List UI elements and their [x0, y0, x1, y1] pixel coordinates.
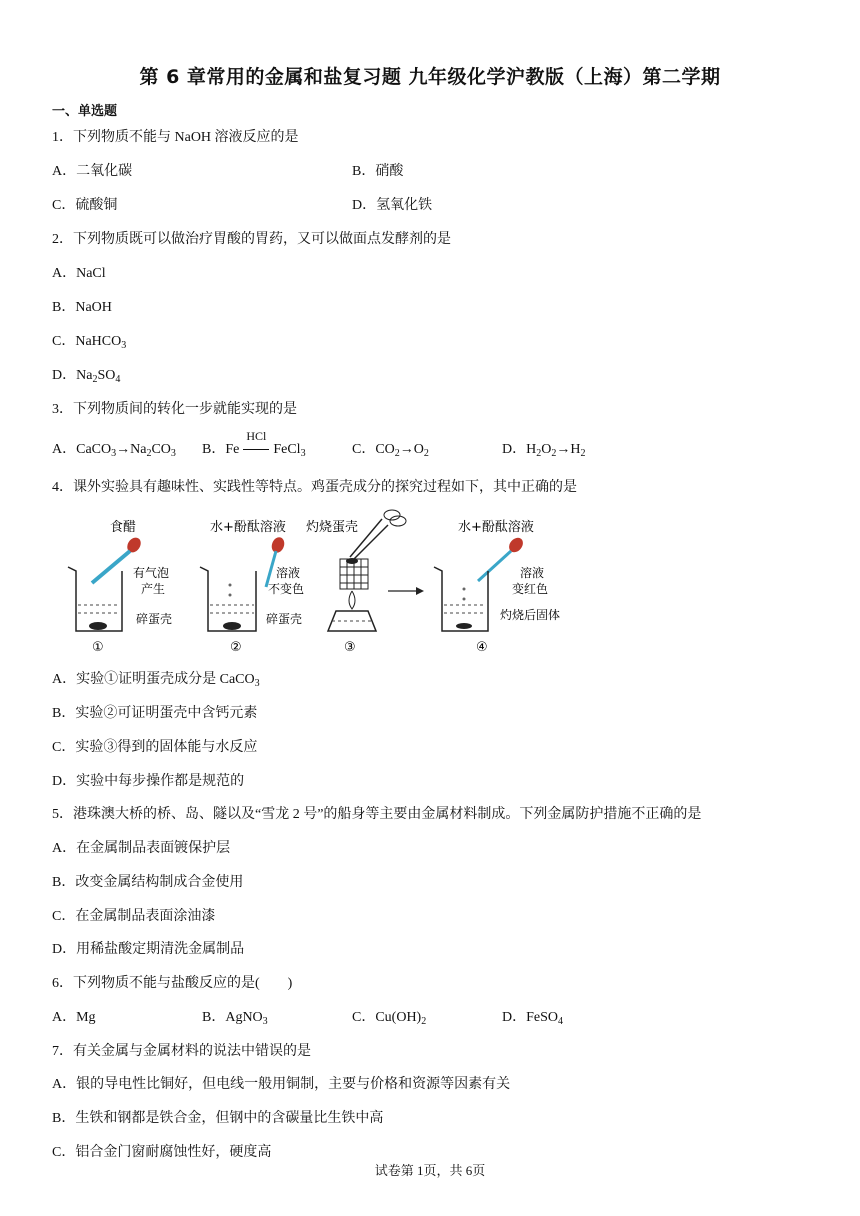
- question-2-option-a: A．NaCl: [52, 266, 106, 281]
- label-num-1: ①: [92, 640, 104, 655]
- tongs-icon: [350, 510, 406, 559]
- label-crushed-shell-2: 碎蛋壳: [266, 612, 303, 626]
- label-burned-solid: 灼烧后固体: [500, 608, 561, 622]
- question-5-option-b: B．改变金属结构制成合金使用: [52, 875, 244, 890]
- page-footer: 试卷第 1页，共 6页: [374, 1163, 486, 1178]
- label-num-2: ②: [230, 640, 242, 655]
- question-3-option-a: A．$CaCO_3\to Na_2CO_3$: [52, 442, 176, 459]
- label-crushed-shell: 碎蛋壳: [136, 612, 173, 626]
- experiment-3: [306, 510, 406, 655]
- label-solution: 溶液: [276, 566, 301, 580]
- question-6-option-d: D．FeSO$_4$: [502, 1010, 564, 1027]
- question-4-option-b: B．实验②可证明蛋壳中含钙元素: [52, 706, 258, 721]
- wire-gauze-icon: [340, 558, 368, 589]
- question-6-option-a: A．Mg: [52, 1010, 96, 1025]
- dropper-icon: [478, 535, 526, 581]
- beaker-icon: [434, 567, 488, 631]
- section-heading: 一、单选题: [52, 104, 118, 119]
- question-2-option-d: D．$Na_2SO_4$: [52, 368, 121, 385]
- question-5-option-c: C．在金属制品表面涂油漆: [52, 909, 216, 924]
- question-5-option-a: A．在金属制品表面镀保护层: [52, 841, 231, 856]
- arrow-icon: [388, 587, 424, 595]
- question-7-option-a: A．银的导电性比铜好，但电线一般用铜制，主要与价格和资源等因素有关: [52, 1077, 511, 1092]
- beaker-icon: [200, 567, 256, 631]
- alcohol-lamp-icon: [328, 591, 376, 631]
- question-4-stem: 4．课外实验具有趣味性、实践性等特点。鸡蛋壳成分的探究过程如下，其中正确的是: [52, 480, 577, 495]
- question-1-stem: 1．下列物质不能与 NaOH 溶液反应的是: [52, 130, 299, 145]
- question-5-option-d: D．用稀盐酸定期清洗金属制品: [52, 942, 245, 957]
- question-2-option-c: C．NaHCO$_3$: [52, 334, 127, 351]
- question-5-stem: 5．港珠澳大桥的桥、岛、隧以及“雪龙 2 号”的船身等主要由金属材料制成。下列金属防护措施不正确的是: [52, 807, 702, 822]
- question-4-option-c: C．实验③得到的固体能与水反应: [52, 740, 258, 755]
- question-1-option-c: C．硫酸铜: [52, 198, 118, 213]
- question-6-stem: 6．下列物质不能与盐酸反应的是( ): [52, 976, 293, 991]
- question-3-option-c: C．$CO_2\to O_2$: [352, 442, 429, 459]
- question-3-option-d: D．$H_2O_2\to H_2$: [502, 442, 586, 459]
- label-no-color-change: 不变色: [268, 582, 305, 596]
- label-num-4: ④: [476, 640, 488, 655]
- reaction-arrow: HCl: [243, 440, 269, 460]
- question-1-option-d: D．氢氧化铁: [352, 198, 433, 213]
- question-2-stem: 2．下列物质既可以做治疗胃酸的胃药，又可以做面点发酵剂的是: [52, 232, 451, 247]
- label-num-3: ③: [344, 640, 356, 655]
- question-4-option-a: A．实验①证明蛋壳成分是 CaCO$_3$: [52, 672, 260, 689]
- label-produced: 产生: [141, 582, 166, 596]
- question-7-option-b: B．生铁和钢都是铁合金，但钢中的含碳量比生铁中高: [52, 1111, 384, 1126]
- question-4-option-d: D．实验中每步操作都是规范的: [52, 774, 245, 789]
- label-burn-eggshell: 灼烧蛋壳: [306, 520, 359, 535]
- experiment-2: [200, 519, 304, 655]
- question-3-stem: 3．下列物质间的转化一步就能实现的是: [52, 402, 297, 417]
- question-6-option-b: B．AgNO$_3$: [202, 1010, 268, 1027]
- experiment-4: [434, 519, 560, 655]
- egg-shell-experiment-figure: [60, 505, 600, 657]
- label-solution-4: 溶液: [520, 566, 545, 580]
- question-6-option-c: C．$Cu(OH)_2$: [352, 1010, 427, 1027]
- question-1-option-a: A．二氧化碳: [52, 164, 133, 179]
- beaker-icon: [68, 567, 122, 631]
- question-3-option-b: B．Fe HCl FeCl$_3$: [202, 429, 306, 460]
- page-title: 第 6 章常用的金属和盐复习题 九年级化学沪教版（上海）第二学期: [139, 66, 721, 88]
- experiment-1: [68, 519, 172, 655]
- label-turns-red: 变红色: [512, 582, 549, 596]
- label-vinegar: 食醋: [110, 520, 137, 535]
- question-1-option-b: B．硝酸: [352, 164, 404, 179]
- question-7-stem: 7．有关金属与金属材料的说法中错误的是: [52, 1044, 311, 1059]
- question-7-option-c: C．铝合金门窗耐腐蚀性好，硬度高: [52, 1145, 272, 1160]
- label-water-phenolphthalein-4: 水+酚酞溶液: [458, 520, 534, 535]
- label-water-phenolphthalein: 水+酚酞溶液: [210, 520, 286, 535]
- question-2-option-b: B．NaOH: [52, 300, 112, 315]
- label-bubbles: 有气泡: [133, 566, 170, 580]
